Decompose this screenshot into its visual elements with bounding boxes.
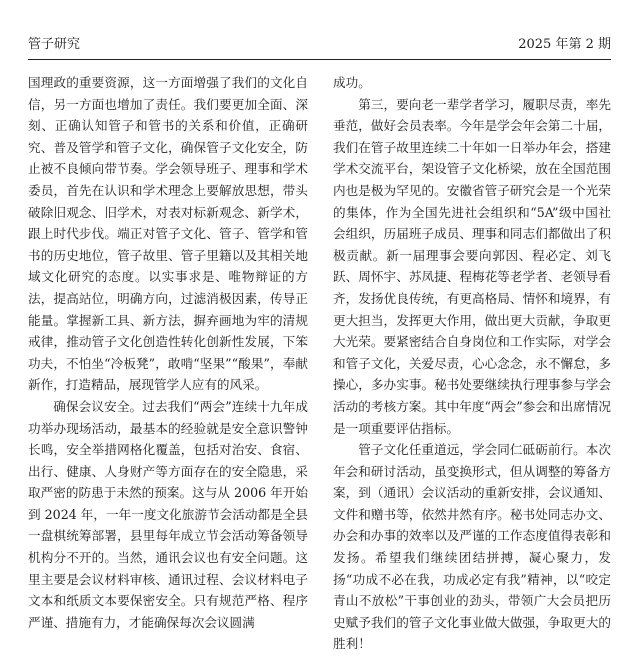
right-paragraph-2: 第三，要向老一辈学者学习，履职尽责，率先垂范，做好会员表率。今年是学会年会第二十届，我们在管子故里连续二十年如一日举办年会，搭建学术交流平台，架设管子文化桥梁，放在全国范围内也是极为罕见的。安徽省管子研究会是一个光荣的集体，作为全国先进社会组织和“5A”级中国社会组织，历届班子成员、理事和同志们都做出了积极贡献。新一届理事会要向郭因、程必定、刘飞跃、周怀宇、苏凤捷、程梅花等老学者、老领导看齐，发扬优良传统，有更高格局、情怀和境界，有更大担当，发挥更大作用，做出更大贡献，争取更大光荣。要紧密结合自身岗位和工作实际，对学会和管子文化，关爱尽责，心心念念，永不懈怠，多操心，多办实事。秘书处要继续执行理事参与学会活动的考核方案。其中年度“两会”参会和出席情况是一项重要评估指标。 xyxy=(333,96,611,436)
running-header xyxy=(28,34,611,56)
right-paragraph-3: 管子文化任重道远，学会同仁砥砺前行。本次年会和研讨活动，虽变换形式，但从调整的筹备方案，到（通讯）会议活动的重新安排，会议通知、文件和赠书等，依然井然有序。秘书处同志办文、办会和办事的效率以及严谨的工作态度值得表彰和发扬。希望我们继续团结拼搏，凝心聚力，发扬“功成不必在我，功成必定有我”精神，以“咬定青山不放松”干事创业的劲头，带领广大会员把历史赋予我们的管子文化事业做大做强，争取更大的胜利！ xyxy=(333,442,611,652)
left-column xyxy=(28,72,308,633)
right-paragraph-1: 成功。 xyxy=(333,75,371,90)
issue-number: 2025 年第 2 期 xyxy=(518,37,611,52)
right-column xyxy=(333,72,611,655)
left-paragraph-1: 国理政的重要资源，这一方面增强了我们的文化自信，另一方面也增加了责任。我们要更加全面、深刻、正确认知管子和管书的关系和价值，正确研究、普及管学和管子文化，确保管子文化安全，防止被不良倾向带节奏。学会领导班子、理事和学术委员，首先在认识和学术理念上要解放思想，带头破除旧观念、旧学术，对表对标新观念、新学术，跟上时代步伐。端正对管子文化、管子、管学和管书的历史地位，管子故里、管子里籍以及其相关地域文化研究的态度。以实事求是、唯物辩证的方法，提高站位，明确方向，过滤消极因素，传导正能量。掌握新工具、新方法，摒弃画地为牢的清规戒律，推动管子文化创造性转化创新性发展，下笨功夫，不怕坐“冷板凳”，敢啃“坚果”“酸果”，奉献新作，打造精品，展现管学人应有的风采。 xyxy=(28,75,308,393)
left-paragraph-2: 确保会议安全。过去我们“两会”连续十九年成功举办现场活动，最基本的经验就是安全意识警钟长鸣，安全举措网格化覆盖，包括对治安、食宿、出行、健康、人身财产等方面存在的安全隐患，采取严密的防患于未然的预案。这与从 2006 年开始到 2024 年，一年一度文化旅游节会活动都是全县一盘棋统筹部署，县里每年成立节会活动筹备领导机构分不开的。当然，通讯会议也有安全问题。这里主要是会议材料审核、通讯过程、会议材料电子文本和纸质文本要保密安全。只有规范严格、程序严谨、措施有力，才能确保每次会议圆满 xyxy=(28,398,308,630)
header-rule xyxy=(28,59,611,60)
journal-title: 管子研究 xyxy=(28,37,81,52)
